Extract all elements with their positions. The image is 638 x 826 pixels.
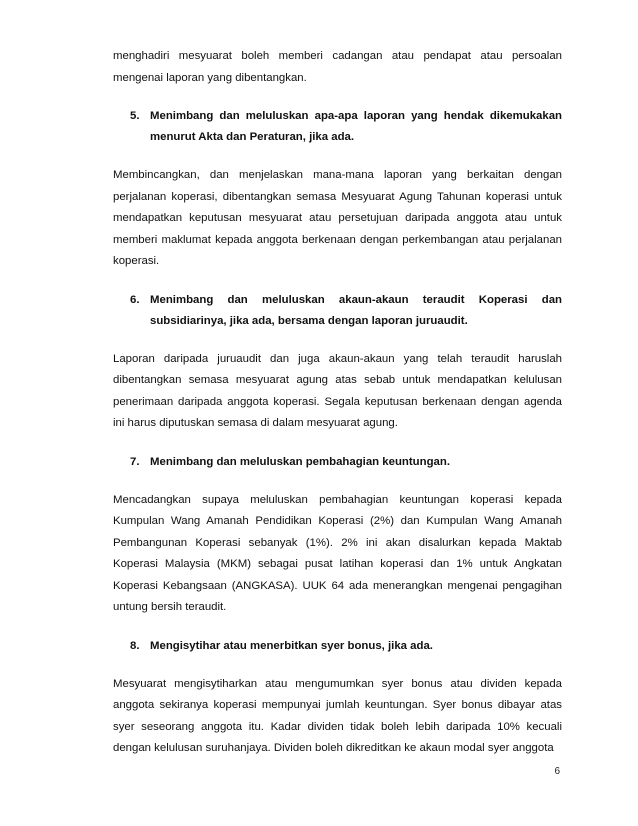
paragraph-juruaudit: Laporan daripada juruaudit dan juga akaun-akaun yang telah teraudit haruslah dibentangkan semasa mesyuarat agung atas sebab untuk mendapatkan kelulusan penerimaan daripada anggota koperasi. Segala keputusan berkenaan dengan agenda ini harus diputuskan semasa di dalam mesyuarat agung.	[113, 352, 562, 429]
paragraph-continuation: menghadiri mesyuarat boleh memberi cadangan atau pendapat atau persoalan mengenai laporan yang dibentangkan.	[113, 50, 562, 84]
agenda-item-number: 6.	[130, 293, 140, 306]
agenda-item-7	[113, 452, 562, 473]
agenda-item-text: Menimbang dan meluluskan pembahagian keuntungan.	[150, 455, 450, 468]
agenda-item-5	[113, 106, 562, 148]
agenda-item-8	[113, 636, 562, 657]
agenda-item-text: Menimbang dan meluluskan akaun-akaun teraudit Koperasi dan subsidiarinya, jika ada, bersama dengan laporan juruaudit.	[150, 293, 562, 327]
agenda-item-number: 5.	[130, 110, 140, 122]
agenda-item-number: 8.	[130, 639, 140, 652]
page-number: 6	[554, 766, 560, 777]
paragraph-syer-bonus: Mesyuarat mengisytiharkan atau mengumumkan syer bonus atau dividen kepada anggota sekiranya koperasi mempunyai jumlah keuntungan. Syer bonus dibayar atas syer seseorang anggota itu. Kadar dividen tidak boleh lebih daripada 10% kecuali dengan kelulusan suruhanjaya. Dividen boleh dikreditkan ke akaun modal syer anggota	[113, 677, 562, 754]
agenda-item-text: Mengisytihar atau menerbitkan syer bonus, jika ada.	[150, 639, 433, 652]
agenda-item-6	[113, 290, 562, 332]
paragraph-keuntungan: Mencadangkan supaya meluluskan pembahagian keuntungan koperasi kepada Kumpulan Wang Amanah Pendidikan Koperasi (2%) dan Kumpulan Wang Amanah Pembangunan Koperasi sebanyak (1%). 2% ini akan disalurkan kepada Maktab Koperasi Malaysia (MKM) sebagai pusat latihan koperasi dan 1% untuk Angkatan Koperasi Kebangsaan (ANGKASA). UUK 64 ada menerangkan mengenai pengagihan untung bersih teraudit.	[113, 493, 562, 613]
page-content	[113, 46, 562, 760]
agenda-item-text: Menimbang dan meluluskan apa-apa laporan yang hendak dikemukakan menurut Akta dan Peraturan, jika ada.	[150, 110, 562, 143]
agenda-item-number: 7.	[130, 455, 140, 468]
paragraph-laporan: Membincangkan, dan menjelaskan mana-mana laporan yang berkaitan dengan perjalanan koperasi, dibentangkan semasa Mesyuarat Agung Tahunan koperasi untuk mendapatkan keputusan mesyuarat atau persetujuan daripada anggota atau untuk memberi maklumat kepada anggota berkenaan dengan perkembangan atau perjalanan koperasi.	[113, 169, 562, 267]
